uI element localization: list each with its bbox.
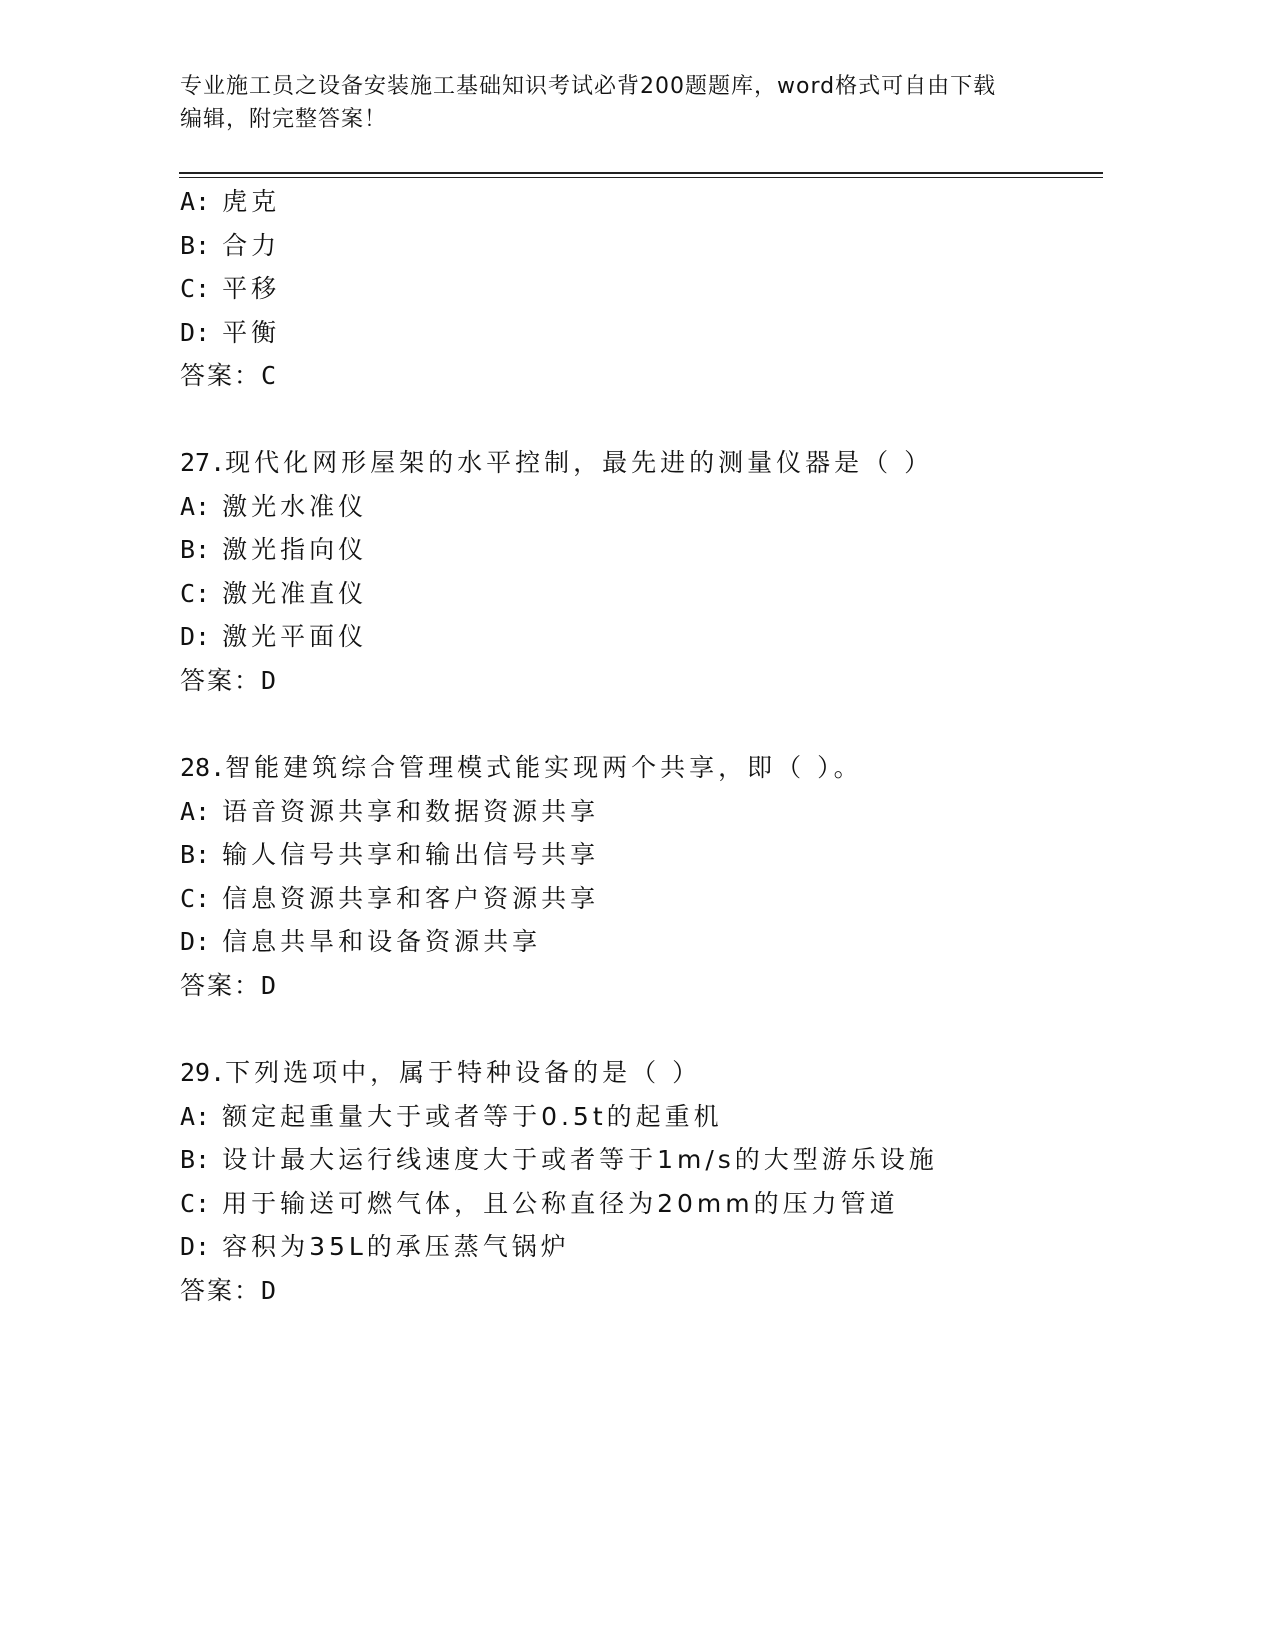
question-29	[180, 1051, 1130, 1312]
answer-value: D	[261, 1275, 277, 1305]
question-27	[180, 441, 1130, 702]
option-b: B: 合力	[180, 230, 281, 260]
option-c: C: 平移	[180, 274, 281, 303]
option-c: C: 用于输送可燃气体，且公称直径为20mm的压力管道	[180, 1188, 899, 1218]
option-d: D: 激光平面仪	[180, 622, 368, 651]
document-header	[180, 70, 1060, 136]
option-b: B: 激光指向仪	[180, 535, 368, 564]
question-stem: 28.智能建筑综合管理模式能实现两个共享，即（ ）。	[180, 753, 863, 782]
answer-line: 答案：C	[180, 361, 277, 390]
question-stem: 27.现代化网形屋架的水平控制，最先进的测量仪器是（ ）	[180, 448, 934, 477]
option-d: D: 平衡	[180, 317, 281, 347]
answer-value: D	[261, 970, 277, 1000]
option-b: B: 输人信号共享和输出信号共享	[180, 840, 600, 869]
header-title-line-2: 编辑，附完整答案！	[180, 107, 388, 132]
option-d: D: 信息共旱和设备资源共享	[180, 927, 542, 956]
option-a: A: 语音资源共享和数据资源共享	[180, 796, 600, 826]
option-a: A: 激光水准仪	[180, 491, 368, 521]
option-c: C: 信息资源共享和客户资源共享	[180, 883, 600, 913]
answer-value: C	[261, 361, 277, 390]
question-28	[180, 746, 1130, 1007]
question-stem: 29.下列选项中，属于特种设备的是（ ）	[180, 1058, 702, 1087]
header-title-line-1: 专业施工员之设备安装施工基础知识考试必背200题题库，word格式可自由下载	[180, 74, 997, 99]
option-a: A: 虎克	[180, 187, 281, 216]
answer-line: 答案：D	[180, 665, 277, 695]
answer-value: D	[261, 665, 277, 695]
option-a: A: 额定起重量大于或者等于0.5t的起重机	[180, 1101, 723, 1131]
answer-line: 答案：D	[180, 970, 277, 1000]
option-b: B: 设计最大运行线速度大于或者等于1m/s的大型游乐设施	[180, 1145, 938, 1174]
question-26	[180, 180, 1130, 398]
option-c: C: 激光准直仪	[180, 578, 368, 608]
option-d: D: 容积为35L的承压蒸气锅炉	[180, 1232, 570, 1261]
header-divider-thick	[179, 172, 1103, 174]
answer-line: 答案：D	[180, 1275, 277, 1305]
header-divider-thin	[179, 177, 1103, 178]
